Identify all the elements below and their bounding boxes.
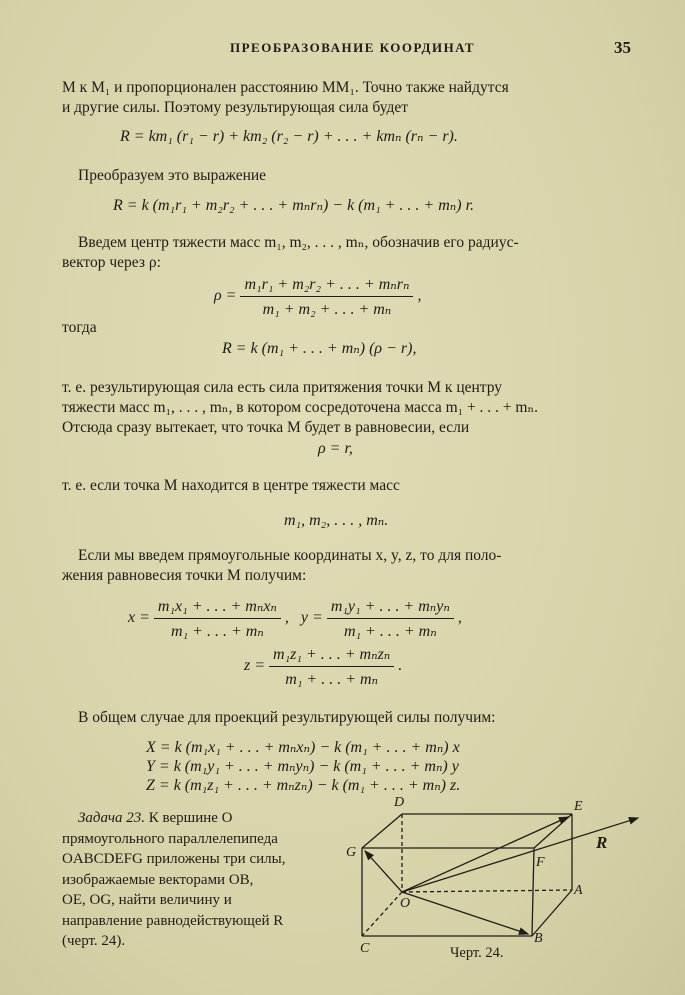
edge-ab <box>532 890 572 936</box>
task-text: К вершине O <box>148 810 233 826</box>
label-c: C <box>360 941 370 956</box>
page-number: 35 <box>614 38 631 57</box>
running-title: ПРЕОБРАЗОВАНИЕ КООРДИНАТ <box>230 40 476 55</box>
edge-oa <box>402 890 572 892</box>
label-o: O <box>400 896 411 911</box>
label-d: D <box>394 795 405 810</box>
formula-rho-fraction <box>240 274 413 319</box>
formula-z-tail: . <box>398 657 403 675</box>
formula-x-lhs: x = <box>128 609 150 627</box>
fraction-numerator: m₁z₁ + . . . + mₙzₙ <box>269 644 394 667</box>
formula-resultant-rho: R = k (m₁ + . . . + mₙ) (ρ − r), <box>222 340 417 357</box>
task-23 <box>62 808 334 952</box>
task-label: Задача 23. <box>78 810 145 826</box>
text-line: Если мы введем прямоугольные координаты x, y, z, то для поло- <box>78 547 502 564</box>
formula-projection-z: Z = k (m₁z₁ + . . . + mₙzₙ) − k (m₁ + . . . + mₙ) z. <box>146 777 461 794</box>
fraction-numerator: m₁x₁ + . . . + mₙxₙ <box>154 596 281 619</box>
text-line: тогда <box>62 319 97 336</box>
task-line: изображаемые векторами OB, <box>62 871 254 888</box>
task-line: (черт. 24). <box>62 933 126 949</box>
paragraph-projections <box>62 708 640 728</box>
label-g: G <box>346 845 357 860</box>
formula-z-fraction <box>269 644 394 689</box>
paragraph-center-of-mass <box>62 233 640 273</box>
formula-masses: m₁, m₂, . . . , mₙ. <box>284 512 389 529</box>
formula-x-fraction <box>154 596 281 641</box>
text-line: жения равновесия точки M получим: <box>62 567 307 584</box>
formula-projections <box>146 738 460 795</box>
fraction-numerator: m₁y₁ + . . . + mₙyₙ <box>327 596 454 619</box>
edge-fb <box>532 848 534 936</box>
paragraph-point-at-center <box>62 476 640 496</box>
formula-projection-y: Y = k (m₁y₁ + . . . + mₙyₙ) − k (m₁ + . . . + mₙ) y <box>146 758 459 775</box>
text-line: Введем центр тяжести масс m₁, m₂, . . . , mₙ, обозначив его радиус- <box>78 234 519 251</box>
fraction-numerator: m₁r₁ + m₂r₂ + . . . + mₙrₙ <box>240 274 413 297</box>
formula-rho <box>214 274 421 319</box>
formula-z-lhs: z = <box>244 657 266 675</box>
vector-og <box>365 851 402 892</box>
parallelepiped-figure <box>338 790 643 968</box>
paragraph-transform <box>62 166 640 186</box>
vector-ob <box>402 892 528 934</box>
formula-z <box>244 644 402 689</box>
paragraph-forces <box>62 78 640 118</box>
formula-equilibrium: ρ = r, <box>318 440 353 457</box>
label-a: A <box>574 883 583 898</box>
formula-x-y <box>128 596 462 641</box>
paragraph-attraction <box>62 378 640 438</box>
formula-projection-x: X = k (m₁x₁ + . . . + mₙxₙ) − k (m₁ + . . . + mₙ) x <box>146 739 460 756</box>
fraction-denominator: m₁ + . . . + mₙ <box>285 671 379 688</box>
formula-rho-tail: , <box>417 287 422 305</box>
text-line: В общем случае для проекций результирующей силы получим: <box>78 709 496 726</box>
task-line: прямоугольного параллелепипеда <box>62 830 278 847</box>
vector-r <box>402 818 638 892</box>
text-line: т. е. результирующая сила есть сила притяжения точки M к центру <box>62 379 503 396</box>
edge-ef <box>534 814 572 848</box>
text-line: и другие силы. Поэтому результирующая сила будет <box>62 99 409 116</box>
formula-y-tail: , <box>457 609 462 627</box>
figure-caption: Черт. 24. <box>450 945 504 961</box>
label-r: R <box>596 833 608 852</box>
label-f: F <box>536 855 545 870</box>
task-line: направление равнодействующей R <box>62 912 284 929</box>
page-header <box>0 38 685 62</box>
text-line: вектор через ρ: <box>62 254 161 271</box>
task-line: OABCDEFG приложены три силы, <box>62 851 286 867</box>
task-line: OE, OG, найти величину и <box>62 892 232 908</box>
formula-x-sep: , <box>284 609 289 627</box>
text-line: тяжести масс m₁, . . . , mₙ, в котором сосредоточена масса m₁ + . . . + mₙ. <box>62 399 539 416</box>
label-e: E <box>574 799 583 814</box>
text-line: т. е. если точка M находится в центре тяжести масс <box>62 477 400 494</box>
task-line <box>62 808 334 829</box>
text-line: Отсюда сразу вытекает, что точка M будет в равновесии, если <box>62 419 470 436</box>
formula-resultant-expanded: R = k (m₁r₁ + m₂r₂ + . . . + mₙrₙ) − k (m₁ + . . . + mₙ) r. <box>113 197 475 214</box>
formula-y-lhs: y = <box>300 609 323 627</box>
formula-y-fraction <box>327 596 454 641</box>
label-b: B <box>534 931 543 946</box>
paragraph-then <box>62 318 640 338</box>
edge-dg <box>362 814 402 848</box>
fraction-denominator: m₁ + . . . + mₙ <box>343 623 437 640</box>
formula-rho-lhs: ρ = <box>214 287 237 305</box>
paragraph-coordinates <box>62 546 640 586</box>
fraction-denominator: m₁ + m₂ + . . . + mₙ <box>262 301 392 318</box>
text-line: M к M₁ и пропорционален расстоянию MM₁. Точно также найдутся <box>62 79 509 96</box>
fraction-denominator: m₁ + . . . + mₙ <box>171 623 264 640</box>
edge-oc <box>362 892 402 936</box>
text-line: Преобразуем это выражение <box>78 167 267 184</box>
formula-resultant-sum: R = km₁ (r₁ − r) + km₂ (r₂ − r) + . . . + kmₙ (rₙ − r). <box>120 128 458 145</box>
